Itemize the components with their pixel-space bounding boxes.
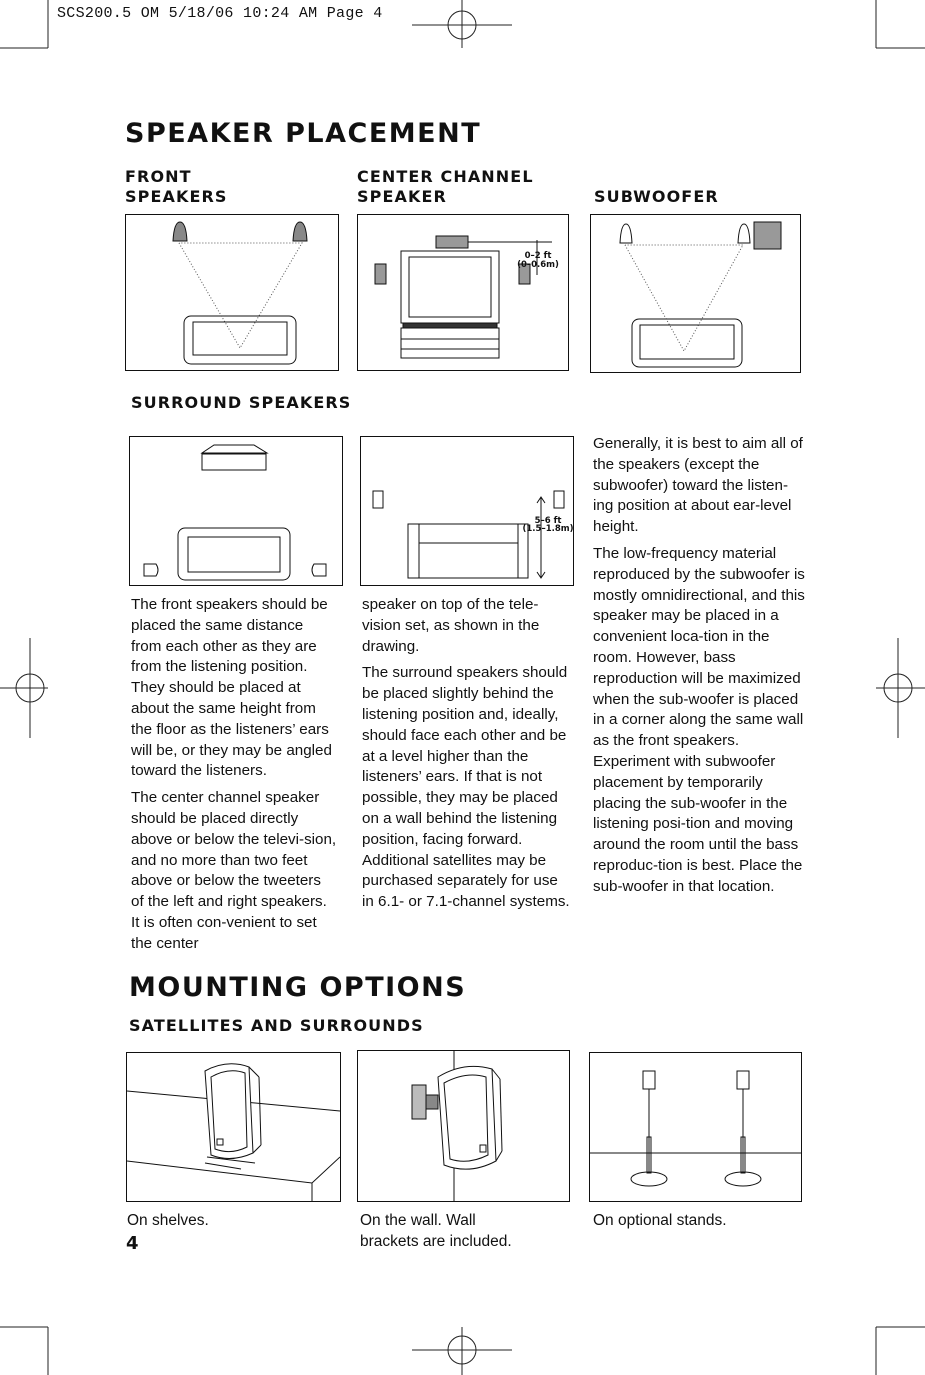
satellite-speaker-icon: [438, 1066, 502, 1169]
paragraph: The surround speakers should be placed slightly behind the listening position and, ideally, should face each other and be at a level higher than the listeners’ ears. If that is not possible, they may be placed on a wall behind the listening position, facing forward. Additional satellites may be purchased separately for use in 6.1- or 7.1-channel systems.: [362, 664, 570, 911]
registration-mark-bottom: [412, 1327, 512, 1375]
paragraph: The front speakers should be placed the same distance from each other as they are from the listening position. They should be placed at about the same height from the floor as the listeners’ ears will be, or they may be angled toward the listeners.: [131, 596, 332, 780]
left-speaker-icon: [375, 264, 386, 284]
text-column-3: [593, 434, 805, 904]
caption-wall-line-1: On the wall. Wall: [360, 1212, 476, 1229]
center-speaker-icon: [436, 236, 468, 248]
surround-distance-ft: 5–6 ft: [534, 516, 562, 526]
sofa-icon: [632, 319, 742, 367]
paragraph: Generally, it is best to aim all of the speakers (except the subwoofer) toward the listen-ing position at about ear-level height.: [593, 435, 803, 536]
slug-line: SCS200.5 OM 5/18/06 10:24 AM Page 4: [57, 5, 383, 22]
caption-shelves: On shelves.: [127, 1212, 209, 1229]
wall-bracket-icon: [412, 1085, 438, 1119]
satellite-speaker-icon: [205, 1064, 261, 1169]
center-channel-diagram: [357, 214, 569, 371]
front-speakers-heading: [125, 167, 228, 207]
speaker-stand-left-icon: [631, 1071, 667, 1186]
television-icon: [401, 251, 499, 323]
surround-top-view-diagram: [129, 436, 343, 586]
surround-right-speaker-icon: [312, 564, 326, 576]
subwoofer-heading: SUBWOOFER: [594, 187, 719, 206]
stand-mount-illustration: [589, 1052, 802, 1202]
page-number: 4: [126, 1233, 139, 1254]
surround-distance-m: (1.5–1.8m): [522, 524, 573, 534]
surround-speakers-heading: SURROUND SPEAKERS: [131, 393, 352, 412]
satellites-surrounds-heading: SATELLITES AND SURROUNDS: [129, 1016, 424, 1035]
text-column-2: [362, 595, 572, 919]
sofa-icon: [184, 316, 296, 364]
front-left-speaker-icon: [620, 224, 632, 243]
surround-rear-speaker-icon: [373, 491, 383, 508]
registration-mark-left: [0, 638, 48, 738]
front-right-speaker-icon: [293, 222, 307, 241]
paragraph: The center channel speaker should be placed directly above or below the televi-sion, and no more than two feet above or below the tweeters of the left and right speakers. It is often con-venient to set the center: [131, 789, 337, 952]
surround-left-speaker-icon: [144, 564, 158, 576]
paragraph: speaker on top of the tele-vision set, as shown in the drawing.: [362, 596, 540, 655]
surround-side-view-diagram: [360, 436, 574, 586]
caption-wall-line-2: brackets are included.: [360, 1233, 512, 1250]
sofa-icon: [408, 524, 528, 578]
text-column-1: [131, 595, 337, 961]
center-heading-line-1: CENTER CHANNEL: [357, 167, 534, 186]
front-right-speaker-icon: [738, 224, 750, 243]
front-heading-line-2: SPEAKERS: [125, 187, 228, 206]
caption-stands: On optional stands.: [593, 1212, 727, 1229]
surround-front-speaker-icon: [554, 491, 564, 508]
registration-mark-right: [876, 638, 925, 738]
paragraph: The low-frequency material reproduced by the subwoofer is mostly omnidirectional, and this speaker may be placed in a convenient loca-tion in the room. However, bass reproduction will be maximized when the sub-woofer is placed in a corner along the same wall as the front speakers. Experiment with subwoofer placement by temporarily placing the sub-woofer in the listening posi-tion and moving around the room until the bass reproduc-tion is best. Place the sub-woofer in that location.: [593, 544, 805, 895]
front-speakers-diagram: [125, 214, 339, 371]
center-distance-m: (0–0.6m): [517, 260, 559, 270]
sofa-icon: [178, 528, 290, 580]
registration-mark-top: [412, 0, 512, 48]
subwoofer-diagram: [590, 214, 801, 373]
center-distance-ft: 0–2 ft: [524, 251, 552, 261]
front-left-speaker-icon: [173, 222, 187, 241]
wall-mount-illustration: [357, 1050, 570, 1202]
speaker-stand-right-icon: [725, 1071, 761, 1186]
center-speaker-icon: [202, 454, 266, 470]
center-channel-heading: [357, 167, 534, 207]
subwoofer-icon: [754, 222, 781, 249]
shelf-mount-illustration: [126, 1052, 341, 1202]
mounting-options-title: MOUNTING OPTIONS: [129, 972, 467, 1003]
front-heading-line-1: FRONT: [125, 167, 192, 186]
center-heading-line-2: SPEAKER: [357, 187, 447, 206]
speaker-placement-title: SPEAKER PLACEMENT: [125, 118, 482, 149]
caption-wall: [360, 1210, 512, 1252]
